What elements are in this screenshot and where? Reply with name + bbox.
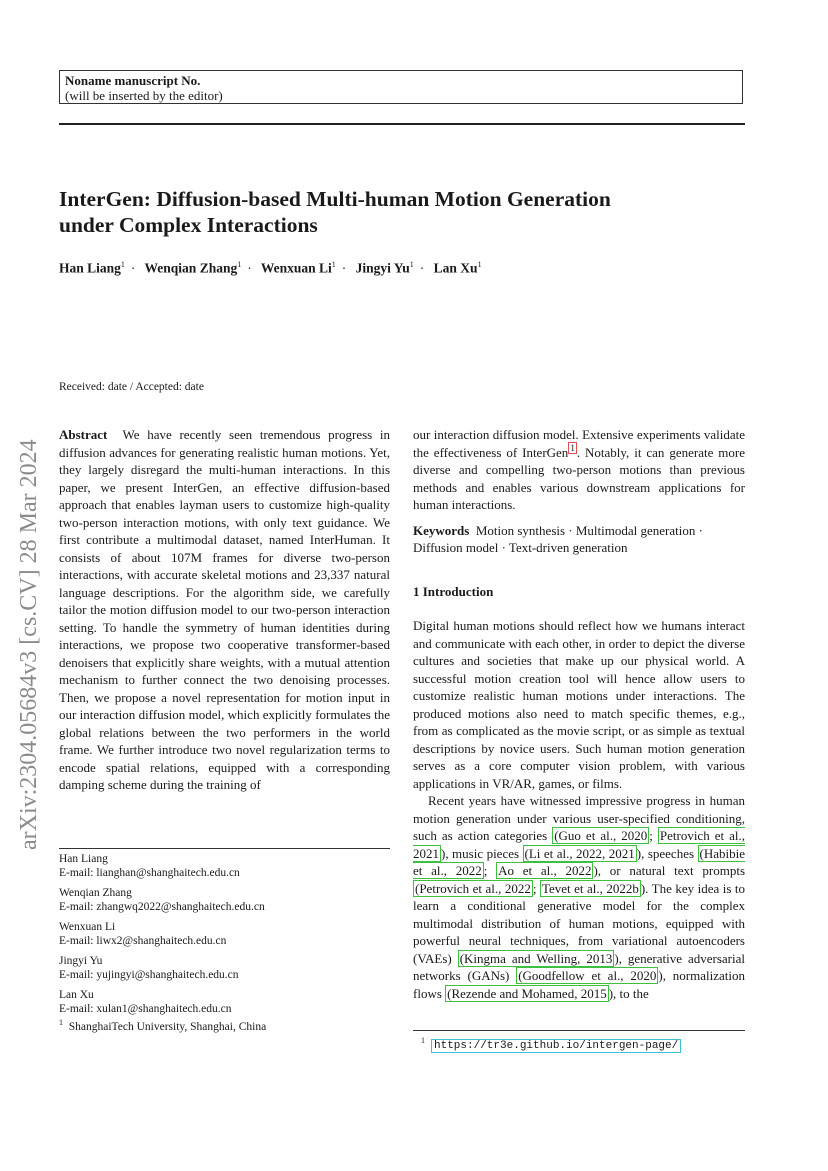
abstract-continued: our interaction diffusion model. Extensive experiments validate the effectiveness of InterGen $^1$ . Notably, it can generate more diverse and compelling two-person motions than previous methods and enables various downstream applications for human interactions. — [413, 427, 745, 512]
footnote: $^1$ https://tr3e.github.io/intergen-page/ — [421, 1036, 681, 1052]
manuscript-box — [59, 70, 743, 104]
affiliation-entry: Jingyi Yu E-mail: yujingyi@shanghaitech.edu.cn — [59, 955, 239, 981]
left-column — [59, 426, 390, 794]
citation-link[interactable]: (Petrovich et al., 2022 — [415, 880, 531, 896]
right-column — [413, 426, 745, 1002]
abstract: Abstract We have recently seen tremendous progress in diffusion advances for generating realistic human motions. Yet, they largely disregard the multi-human interactions. In this paper, we present InterGen, an effective diffusion-based approach that enables layman users to customize high-quality two-person interaction motions, with only text guidance. We first contribute a multimodal dataset, named InterHuman. It consists of about 107M frames for diverse two-person interactions, with accurate skeletal motions and 23,337 natural language descriptions. For the algorithm side, we carefully tailor the motion diffusion model to our two-person interaction setting. To handle the symmetry of human identities during interactions, we propose two cooperative transformer-based denoisers that explicitly share weights, with a mutual attention mechanism to further connect the two denoising processes. Then, we propose a novel representation for motion input in our interaction diffusion model, which explicitly formulates the global relations between the two performers in the world frame. We further introduce two novel regularization terms to encode spatial relations, equipped with a corresponding damping scheme during the training of — [59, 427, 391, 792]
affiliation-entry: Wenxuan Li E-mail: liwx2@shanghaitech.edu.cn — [59, 921, 227, 947]
citation-link[interactable]: (Habibie et al., 2022 — [413, 845, 745, 878]
manuscript-number: Noname manuscript No. — [65, 73, 201, 88]
footnote-rule — [59, 848, 390, 849]
author: Wenqian Zhang — [144, 260, 238, 276]
citation-link[interactable]: (Kingma and Welling, 2013 — [459, 950, 613, 966]
abstract-heading: Abstract — [59, 427, 108, 442]
author: Wenxuan Li — [260, 260, 332, 276]
intro-paragraph-1: Digital human motions should reflect how we humans interact and communicate with each other, in order to depict the diverse cultures and societies that make up our physical world. A successful motion creation tool will hence allow users to customize realistic human motions under interactions. The produced motions also need to match specific themes, e.g., from as complicated as the movie script, or as simple as textual descriptions by novice users. Such human motion generation serves as a core computer vision problem, with various applications in VR/AR, games, or films. — [413, 618, 745, 791]
footnote-rule-right — [413, 1030, 745, 1031]
author: Jingyi Yu — [355, 260, 410, 276]
author: Han Liang — [59, 260, 121, 276]
citation-link[interactable]: (Goodfellow et al., 2020 — [518, 968, 657, 983]
affiliation-entry: Lan Xu E-mail: xulan1@shanghaitech.edu.cn — [59, 989, 232, 1015]
intro-paragraph-2: Recent years have witnessed impressive progress in human motion generation under various user-specified conditioning, such as action categories (Guo et al., 2020 ; Petrovich et al., 2021 ), music pieces (Li et al., 2022, 2021 ), speeches (Habibie et al., 2022 ; Ao et al., 2022 ), or natural text prompts (Petrovich et al., 2022 ; Tevet et al., 2022b ). The key idea is to learn a conditional generative model for the complex multimodal distribution of human motions, equipped with powerful neural techniques, from variational autoencoders (VAEs) (Kingma and Welling, 2013 ), generative adversarial networks (GANs) (Goodfellow et al., 2020 ), normalization flows (Rezende and Mohamed, 2015 ), to the — [413, 793, 745, 1001]
institution: $^1$ ShanghaiTech University, Shanghai, China — [59, 1018, 267, 1033]
citation-link[interactable]: Petrovich et al., 2021 — [413, 828, 745, 861]
section-heading: 1 Introduction — [413, 583, 494, 599]
citation-link[interactable]: (Li et al., 2022, 2021 — [524, 845, 635, 861]
keywords: Keywords Motion synthesis · Multimodal generation · Diffusion model · Text-driven generation — [413, 522, 703, 555]
affiliations — [59, 852, 390, 1034]
affiliation-entry: Wenqian Zhang E-mail: zhangwq2022@shanghaitech.edu.cn — [59, 887, 265, 913]
citation-link[interactable]: Tevet et al., 2022b — [541, 880, 639, 896]
footnote-url-link[interactable]: https://tr3e.github.io/intergen-page/ — [431, 1039, 681, 1053]
author: Lan Xu — [433, 260, 478, 276]
affiliation-entry: Han Liang E-mail: lianghan@shanghaitech.edu.cn — [59, 853, 240, 879]
header-rule — [59, 123, 745, 125]
footnote-link[interactable]: 1 — [570, 443, 575, 454]
citation-link[interactable]: (Guo et al., 2020 — [554, 828, 648, 843]
citation-link[interactable]: Ao et al., 2022 — [498, 863, 592, 878]
author-list: Han Liang$^1$ · Wenqian Zhang$^1$ · Wenxuan $Li^1$ · Jingyi $Yu^1$ · Lan Xu$^1$ — [59, 260, 482, 276]
citation-link[interactable]: (Rezende and Mohamed, 2015 — [447, 985, 607, 1001]
arxiv-stamp: arXiv:2304.05684v3 [cs.CV] 28 Mar 2024 — [16, 439, 42, 850]
received-date: Received: date / Accepted: date — [59, 381, 204, 393]
manuscript-note: (will be inserted by the editor) — [65, 88, 223, 103]
paper-title: InterGen: Diffusion-based Multi-human Motion Generation under Complex Interactions — [59, 187, 611, 237]
